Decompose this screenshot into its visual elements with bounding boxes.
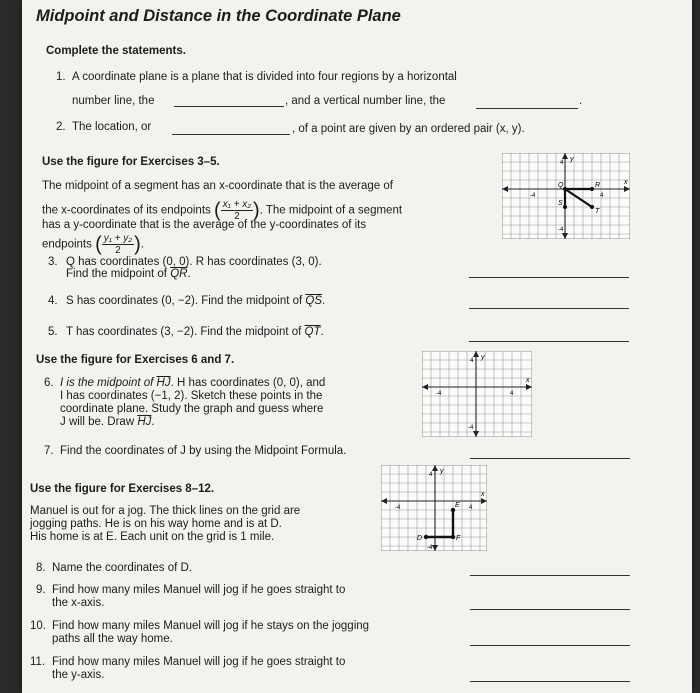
fig1-tick-yneg4: -4 xyxy=(558,227,564,233)
fig3-label-e: E xyxy=(455,502,460,509)
fig1-line4a: endpoints xyxy=(42,238,92,251)
q6-line2: I has coordinates (−1, 2). Sketch these points in the xyxy=(60,390,323,402)
q1-blank-horizontal[interactable] xyxy=(174,106,284,107)
segment-qs-label: $\overline{QS}$ xyxy=(305,295,323,307)
q5-number: 5. xyxy=(48,326,58,338)
fig1-label-y: y xyxy=(570,156,574,163)
fig1-line4 xyxy=(42,233,144,256)
q11-line1: Find how many miles Manuel will jog if he goes straight to xyxy=(52,656,346,668)
q1-period: . xyxy=(579,95,583,107)
q2-text-a: The location, or xyxy=(72,121,152,133)
q10-number: 10. xyxy=(30,620,46,632)
fig1-line2b: . The midpoint of a segment xyxy=(259,204,403,217)
paren-close: ) xyxy=(253,199,260,222)
frac-y-den: 2 xyxy=(115,245,121,256)
q3-text-a: Q has coordinates (0, 0). R has coordinates (3, 0). xyxy=(66,256,322,268)
q8-answer-blank[interactable] xyxy=(470,575,630,576)
page-title: Midpoint and Distance in the Coordinate Plane xyxy=(36,7,401,25)
fig1-line4b: . xyxy=(140,238,144,251)
q11-answer-blank[interactable] xyxy=(470,681,630,682)
q11-line2: the y-axis. xyxy=(52,669,105,681)
q11-number: 11. xyxy=(30,656,46,668)
worksheet-page xyxy=(22,0,692,693)
fig3-line3: His home is at E. Each unit on the grid is 1 mile. xyxy=(30,531,275,543)
q6-line4a: J will be. Draw xyxy=(60,416,138,428)
fig1-line3: has a y-coordinate that is the average of the y-coordinates of its xyxy=(42,219,367,231)
segment-hj-label: $\overline{HJ}$ xyxy=(156,377,171,389)
figure2-coordinate-grid xyxy=(422,351,532,437)
fig2-label-y: y xyxy=(481,354,485,361)
paren-open: ( xyxy=(213,199,221,222)
q10-answer-blank[interactable] xyxy=(470,645,630,646)
midpoint-y-fraction xyxy=(102,233,134,256)
fig3-tick-xneg4: -4 xyxy=(395,505,401,511)
q2-number: 2. xyxy=(56,121,66,133)
q1-text-line2b: , and a vertical number line, the xyxy=(285,95,446,107)
q1-text-line2a: number line, the xyxy=(72,95,155,107)
frac-x-den: 2 xyxy=(234,211,240,222)
segment-qt-label: $\overline{QT}$ xyxy=(304,326,321,338)
q1-number: 1. xyxy=(56,71,66,83)
fig3-line2: jogging paths. He is on his way home and is at D. xyxy=(30,518,282,530)
fig1-tick-x4: 4 xyxy=(600,193,604,199)
q8-number: 8. xyxy=(36,562,46,574)
q6-line4 xyxy=(60,416,155,429)
q6-line4b: . xyxy=(151,416,155,428)
q3-period: . xyxy=(187,268,191,280)
point-f xyxy=(451,535,455,539)
fig2-tick-yneg4: -4 xyxy=(468,425,474,431)
q4-text xyxy=(66,295,325,308)
fig3-label-y: y xyxy=(440,468,444,475)
fig1-label-s: S xyxy=(558,200,563,207)
fig1-tick-xneg4: -4 xyxy=(530,193,536,199)
fig1-tick-y4: 4 xyxy=(560,160,564,166)
q9-line1: Find how many miles Manuel will jog if he goes straight to xyxy=(52,584,346,596)
q7-answer-blank[interactable] xyxy=(470,458,630,459)
fig1-label-t: T xyxy=(595,208,600,215)
fig1-label-q: Q xyxy=(558,182,564,189)
q9-line2: the x-axis. xyxy=(52,597,105,609)
figure1-coordinate-grid xyxy=(502,153,630,239)
q6-number: 6. xyxy=(44,377,54,389)
fig2-tick-y4: 4 xyxy=(470,358,474,364)
q9-number: 9. xyxy=(36,584,46,596)
q5-period: . xyxy=(320,326,324,338)
q2-text-b: , of a point are given by an ordered pair (x, y). xyxy=(292,123,525,135)
q7-number: 7. xyxy=(44,445,54,457)
segment-qr-label: $\overline{QR}$ xyxy=(170,268,188,280)
fig2-tick-xneg4: -4 xyxy=(436,391,442,397)
q4-answer-blank[interactable] xyxy=(469,308,629,309)
point-d xyxy=(424,535,428,539)
q5-text xyxy=(66,326,324,339)
fig2-heading: Use the figure for Exercises 6 and 7. xyxy=(36,354,235,366)
q7-text: Find the coordinates of J by using the Midpoint Formula. xyxy=(60,445,347,457)
q10-line1: Find how many miles Manuel will jog if he stays on the jogging xyxy=(52,620,370,632)
frac-y-num: y₁ + y₂ xyxy=(103,233,133,244)
q6-line1 xyxy=(60,377,325,390)
complete-heading: Complete the statements. xyxy=(46,45,186,57)
q8-text: Name the coordinates of D. xyxy=(52,562,192,574)
fig1-heading: Use the figure for Exercises 3–5. xyxy=(42,156,220,168)
q4-period: . xyxy=(322,295,326,307)
q10-line2: paths all the way home. xyxy=(52,633,173,645)
q5-text-a: T has coordinates (3, −2). Find the midpoint of xyxy=(66,326,305,338)
fig3-tick-y4: 4 xyxy=(429,472,433,478)
fig2-tick-x4: 4 xyxy=(510,391,514,397)
q9-answer-blank[interactable] xyxy=(470,609,630,610)
fig3-tick-x4: 4 xyxy=(469,505,473,511)
fig3-label-f: F xyxy=(456,535,461,542)
paren-open: ( xyxy=(95,233,102,256)
fig3-tick-yneg4: -4 xyxy=(427,545,433,551)
q5-answer-blank[interactable] xyxy=(469,341,629,342)
paren-close: ) xyxy=(134,233,141,256)
fig3-label-x: x xyxy=(481,491,485,498)
q4-text-a: S has coordinates (0, −2). Find the midpoint of xyxy=(66,295,306,307)
q6-line1a: I is the midpoint of xyxy=(60,377,157,389)
fig3-label-d: D xyxy=(417,535,423,542)
q6-line3: coordinate plane. Study the graph and guess where xyxy=(60,403,324,415)
fig1-label-r: R xyxy=(595,182,601,189)
q3-number: 3. xyxy=(48,256,58,268)
fig1-label-x: x xyxy=(624,179,628,186)
q3-text-b xyxy=(66,268,191,281)
fig1-line2a: the x-coordinates of its endpoints xyxy=(42,204,211,217)
figure3-jogging-grid xyxy=(381,465,487,551)
fig1-line1: The midpoint of a segment has an x-coordinate that is the average of xyxy=(42,180,393,192)
fig2-label-x: x xyxy=(526,377,530,384)
fig3-line1: Manuel is out for a jog. The thick lines on the grid are xyxy=(30,505,301,517)
q1-blank-vertical[interactable] xyxy=(476,108,578,109)
q3-answer-blank[interactable] xyxy=(469,277,629,278)
q3-text-b1: Find the midpoint of xyxy=(66,268,171,280)
q6-line1b: . H has coordinates (0, 0), and xyxy=(170,377,326,389)
q4-number: 4. xyxy=(48,295,58,307)
q2-blank[interactable] xyxy=(172,134,290,135)
frac-x-num: x₁ + x₂ xyxy=(222,199,252,210)
fig3-heading: Use the figure for Exercises 8–12. xyxy=(30,483,215,495)
q1-text-line1: A coordinate plane is a plane that is divided into four regions by a horizontal xyxy=(72,71,457,83)
segment-hj-label-2: $\overline{HJ}$ xyxy=(137,416,152,428)
